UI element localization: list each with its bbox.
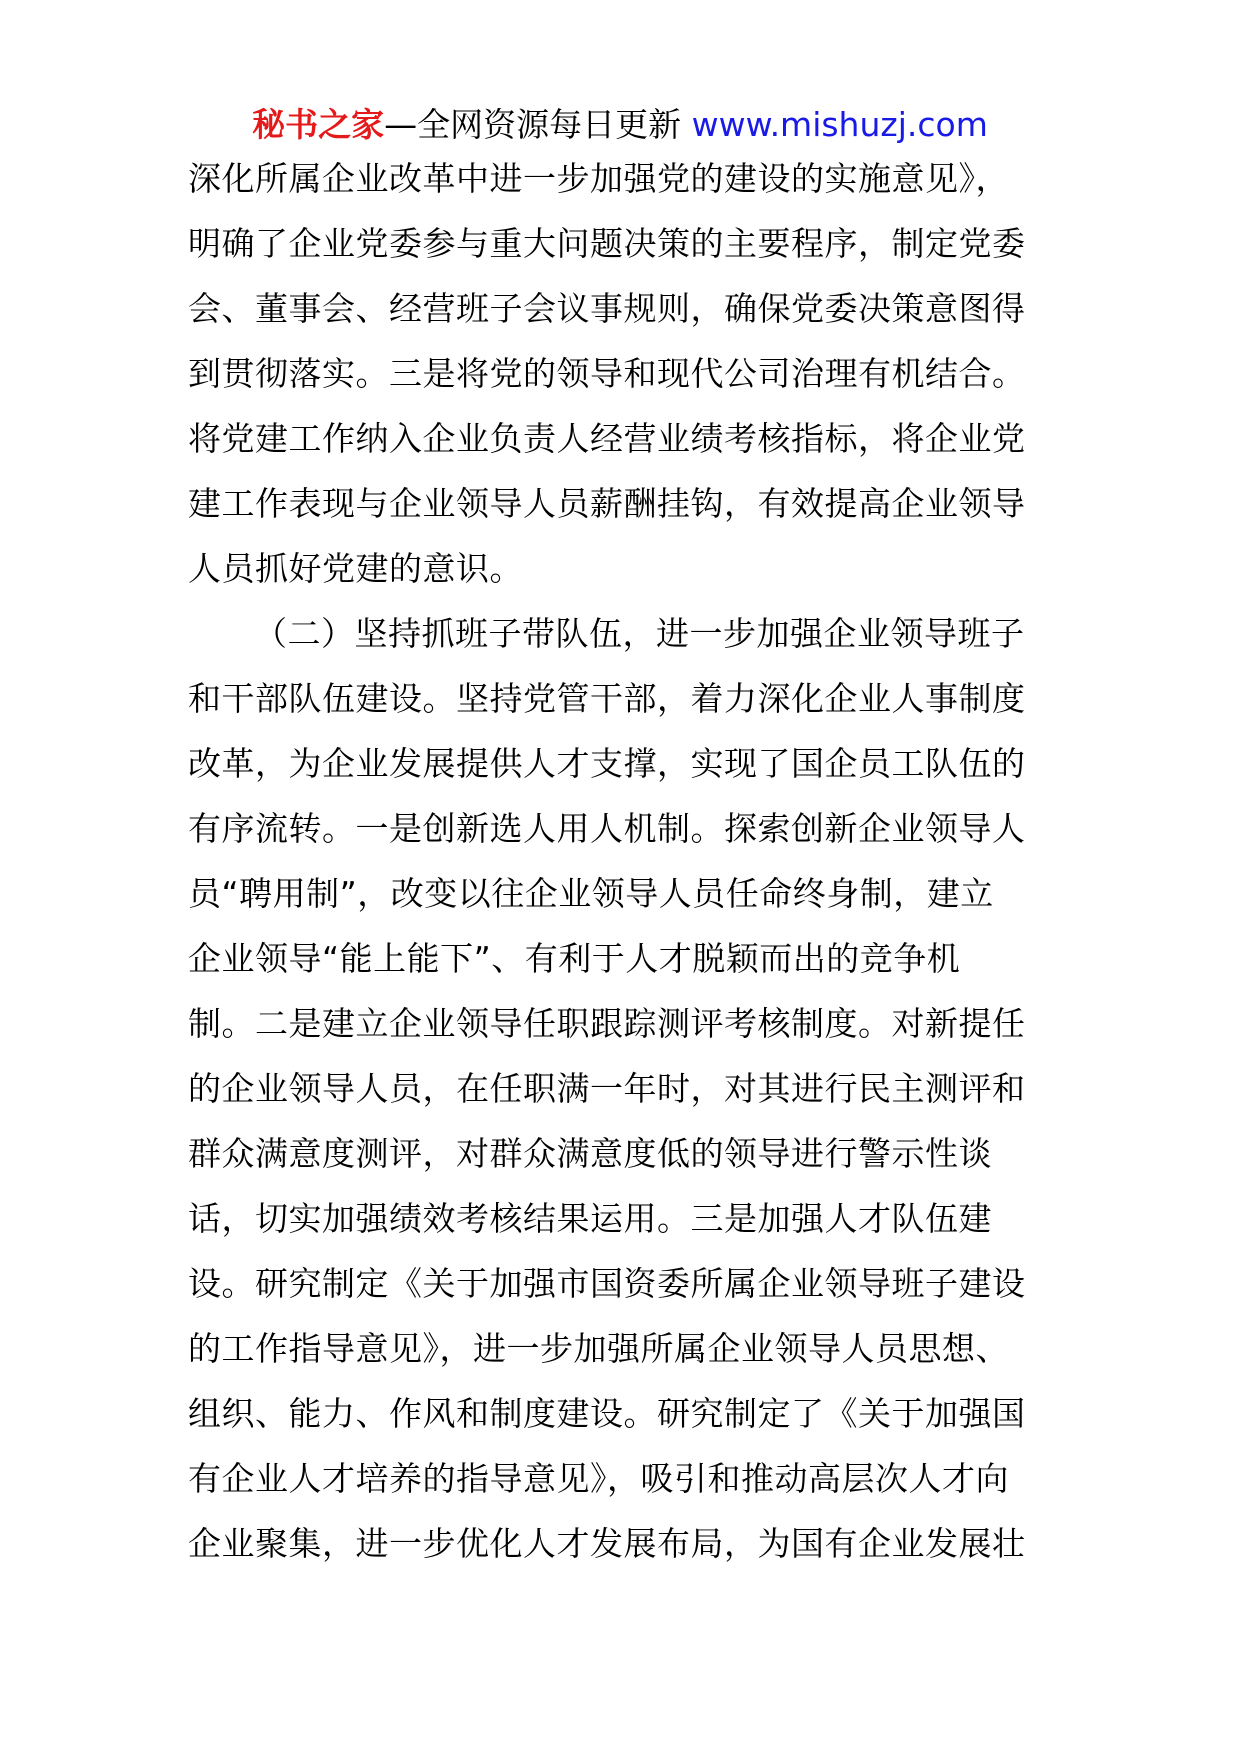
body-line: 制。二是建立企业领导任职跟踪测评考核制度。对新提任: [188, 1004, 1026, 1043]
body-line: 会、董事会、经营班子会议事规则，确保党委决策意图得: [188, 289, 1026, 328]
site-brand: 秘书之家: [252, 105, 385, 144]
body-line: 建工作表现与企业领导人员薪酬挂钩，有效提高企业领导: [188, 484, 1026, 523]
document-body: [188, 146, 1060, 1576]
body-line: 有序流转。一是创新选人用人机制。探索创新企业领导人: [188, 809, 1026, 848]
body-line: 设。研究制定《关于加强市国资委所属企业领导班子建设: [188, 1264, 1026, 1303]
site-url-link[interactable]: www.mishuzj.com: [691, 105, 988, 144]
section-heading-line: （二）坚持抓班子带队伍，进一步加强企业领导班子: [254, 614, 1025, 653]
body-line: 将党建工作纳入企业负责人经营业绩考核指标，将企业党: [188, 419, 1026, 458]
body-line: 企业领导“能上能下”、有利于人才脱颖而出的竞争机: [188, 939, 961, 978]
body-line: 有企业人才培养的指导意见》，吸引和推动高层次人才向: [188, 1459, 1009, 1498]
body-line: 员“聘用制”，改变以往企业领导人员任命终身制，建立: [188, 874, 994, 913]
body-line: 群众满意度测评，对群众满意度低的领导进行警示性谈: [188, 1134, 992, 1173]
body-line: 企业聚集，进一步优化人才发展布局，为国有企业发展壮: [188, 1524, 1026, 1563]
page-header: [0, 100, 1240, 150]
body-line: 到贯彻落实。三是将党的领导和现代公司治理有机结合。: [188, 354, 1026, 393]
body-line: 和干部队伍建设。坚持党管干部，着力深化企业人事制度: [188, 679, 1026, 718]
body-line: 人员抓好党建的意识。: [188, 549, 523, 588]
site-slogan: —全网资源每日更新: [384, 105, 682, 144]
body-line: 明确了企业党委参与重大问题决策的主要程序，制定党委: [188, 224, 1026, 263]
body-line: 的工作指导意见》，进一步加强所属企业领导人员思想、: [188, 1329, 1009, 1368]
body-line: 话，切实加强绩效考核结果运用。三是加强人才队伍建: [188, 1199, 992, 1238]
body-line: 深化所属企业改革中进一步加强党的建设的实施意见》，: [188, 159, 1009, 198]
body-line: 改革，为企业发展提供人才支撑，实现了国企员工队伍的: [188, 744, 1026, 783]
body-line: 的企业领导人员，在任职满一年时，对其进行民主测评和: [188, 1069, 1026, 1108]
body-line: 组织、能力、作风和制度建设。研究制定了《关于加强国: [188, 1394, 1026, 1433]
